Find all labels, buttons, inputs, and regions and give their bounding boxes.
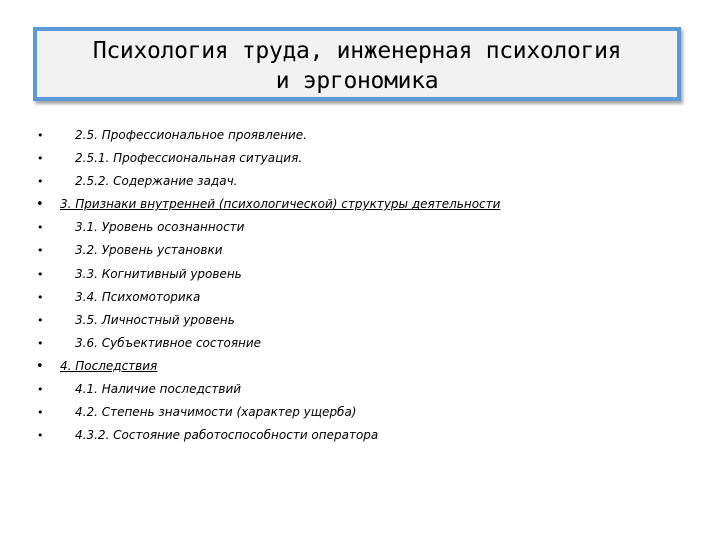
list-item-text: 3.3. Когнитивный уровень — [75, 266, 242, 281]
list-item — [0, 124, 720, 147]
list-item — [0, 170, 720, 193]
list-item-text: 4.1. Наличие последствий — [75, 382, 242, 397]
bullet-icon: • — [37, 129, 44, 142]
list-item — [0, 239, 720, 262]
list-item-text: 3.1. Уровень осознанности — [75, 220, 245, 235]
bullet-list — [0, 124, 720, 447]
list-item-heading — [0, 355, 720, 378]
slide-title-line-1: Психология труда, инженерная психология — [92, 38, 622, 64]
slide-title-box — [33, 27, 681, 101]
bullet-icon: • — [37, 152, 44, 166]
list-item-heading — [0, 193, 720, 216]
list-item-text: 4.3.2. Состояние работоспособности оператора — [75, 428, 379, 443]
bullet-icon: • — [37, 383, 44, 397]
list-item-text: 4.2. Степень значимости (характер ущерба) — [75, 405, 357, 420]
bullet-icon: • — [37, 267, 44, 281]
list-item — [0, 263, 720, 286]
list-item — [0, 401, 720, 424]
list-item-text: 3.5. Личностный уровень — [75, 312, 235, 327]
bullet-icon: • — [37, 313, 44, 327]
list-item-text: 2.5.2. Содержание задач. — [75, 174, 238, 189]
bullet-icon: • — [37, 406, 44, 420]
list-item — [0, 286, 720, 309]
list-item-text: 2.5.1. Профессиональная ситуация. — [75, 151, 303, 166]
list-item — [0, 424, 720, 447]
bullet-icon: • — [37, 221, 44, 235]
list-item-text: 2.5. Профессиональное проявление. — [75, 128, 307, 142]
list-item-text: 3.6. Субъективное состояние — [75, 335, 262, 350]
list-item-text: 3. Признаки внутренней (психологической) структуры деятельности — [60, 197, 501, 212]
slide-title-line-2: и эргономика — [275, 68, 439, 94]
list-item-text: 3.4. Психомоторика — [75, 289, 201, 304]
bullet-icon: • — [37, 175, 44, 189]
bullet-icon: • — [37, 244, 44, 258]
list-item-text: 4. Последствия — [60, 358, 158, 373]
bullet-icon: • — [37, 429, 44, 443]
list-item — [0, 332, 720, 355]
bullet-icon: • — [37, 336, 44, 350]
bullet-icon: • — [36, 197, 44, 213]
list-item-text: 3.2. Уровень установки — [75, 243, 223, 258]
bullet-icon: • — [36, 358, 44, 374]
list-item — [0, 216, 720, 239]
bullet-icon: • — [37, 290, 44, 304]
list-item — [0, 378, 720, 401]
list-item — [0, 147, 720, 170]
list-item — [0, 309, 720, 332]
